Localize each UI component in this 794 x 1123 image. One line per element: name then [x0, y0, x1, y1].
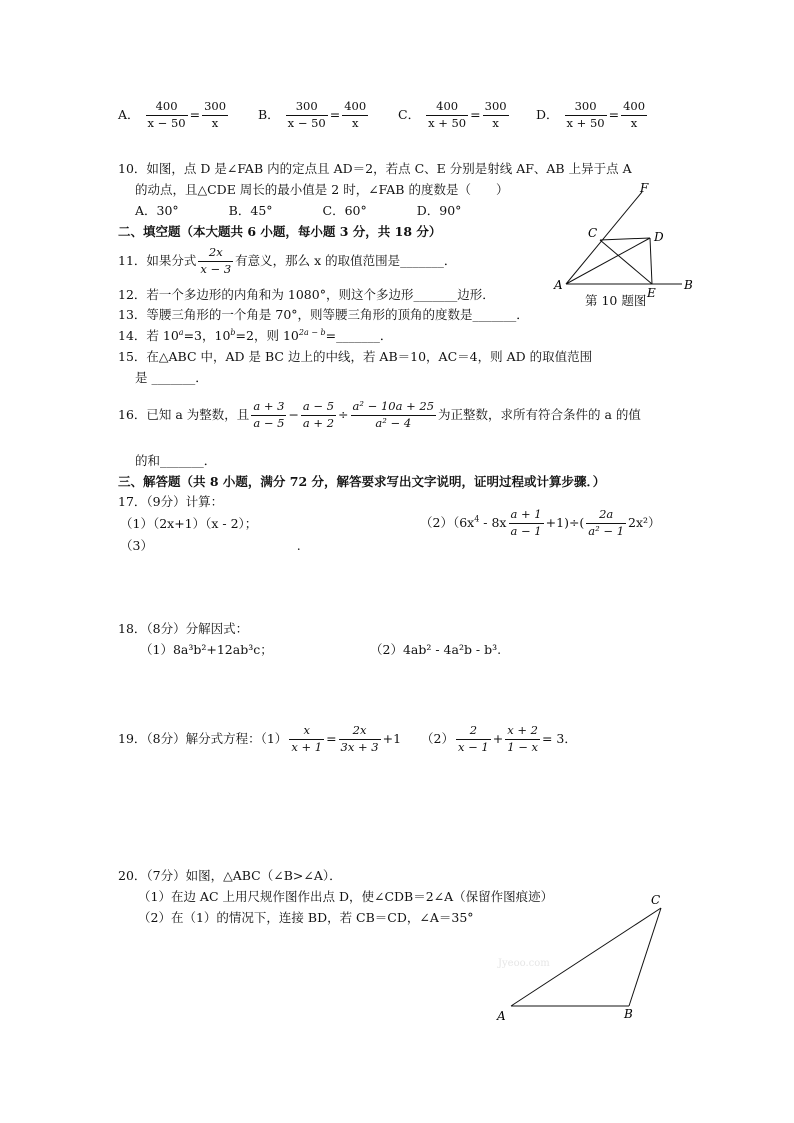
q20-triangle-figure	[495, 888, 675, 1028]
q18-part2: （2）4ab² - 4a²b - b³.	[370, 642, 502, 657]
label-a: A	[554, 278, 563, 292]
q10-line1: 10．如图，点 D 是∠FAB 内的定点且 AD＝2，若点 C、E 分别是射线 AF、AB 上异于点 A	[118, 161, 632, 176]
segment-de	[650, 238, 652, 284]
fraction: $\frac{a - 5}{a + 2}$	[302, 399, 335, 430]
q15-line1: 15．在△ABC 中，AD 是 BC 边上的中线，若 AB＝10，AC＝4，则 AD 的取值范围	[118, 349, 593, 364]
section3-heading: 三、解答题（共 8 小题，满分 72 分，解答要求写出文字说明，证明过程或计算步骤．）	[118, 474, 606, 489]
label-b: B	[624, 1007, 633, 1021]
fraction: $\frac{2a}{\text{a² − 1}}$	[588, 507, 625, 538]
q10-figure	[550, 180, 700, 300]
q10-figure-caption: 第 10 题图	[585, 293, 647, 308]
fraction: $\frac{300}{x}$	[484, 99, 507, 130]
fraction: $\frac{300}{x + 50}$	[566, 99, 605, 130]
fraction: $\frac{300}{x}$	[204, 99, 227, 130]
fraction: $\frac{2x}{x - 3}$	[200, 245, 232, 276]
q20-part1: （1）在边 AC 上用尺规作图作出点 D，使∠CDB＝2∠A（保留作图痕迹）	[138, 889, 554, 904]
fraction: $\frac{2}{x - 1}$	[458, 723, 489, 754]
fraction: $\frac{400}{x - 50}$	[147, 99, 186, 130]
q20-title: 20．（7分）如图，△ABC（∠B>∠A）．	[118, 868, 342, 883]
fraction: $\frac{300}{x - 50}$	[287, 99, 326, 130]
q9-option-c: C． $\frac{400}{x + 50}$ = $\frac{300}{x}$	[398, 99, 507, 130]
label-e: E	[647, 286, 656, 300]
fraction: $\frac{\text{a² − 10a + 25}}{\text{a² − 4}}$	[352, 399, 435, 430]
q15-line2: 是 _______．	[135, 370, 208, 385]
section2-heading: 二、填空题（本大题共 6 小题，每小题 3 分，共 18 分）	[118, 224, 442, 239]
q20-part2: （2）在（1）的情况下，连接 BD，若 CB＝CD，∠A＝35°	[138, 910, 474, 925]
q9-option-b: B． $\frac{300}{x - 50}$ = $\frac{400}{x}$	[258, 99, 367, 130]
fraction: $\frac{x + 2}{1 - x}$	[507, 723, 538, 754]
label-b: B	[684, 278, 693, 292]
q13: 13．等腰三角形的一个角是 70°，则等腰三角形的顶角的度数是_______．	[118, 307, 529, 322]
label-f: F	[640, 181, 649, 195]
q10-line2: 的动点，且△CDE 周长的最小值是 2 时，∠FAB 的度数是（ ）	[135, 182, 509, 197]
q17-title: 17．（9分）计算：	[118, 494, 224, 509]
fraction: $\frac{2x}{3x + 3}$	[340, 723, 379, 754]
label-a: A	[497, 1009, 506, 1023]
watermark: Jyeoo.com	[498, 958, 550, 969]
fraction: $\frac{400}{x}$	[623, 99, 646, 130]
q9-option-d: D． $\frac{300}{x + 50}$ = $\frac{400}{x}$	[536, 99, 646, 130]
fraction: $\frac{400}{x}$	[344, 99, 367, 130]
q17-part1: （1）（2x+1）（x - 2）；	[120, 516, 258, 531]
q17-part2: $(2)(6x^4 - 8x$ $\frac{a + 1}{a - 1}$ +1)÷( $\frac{2a}{\text{a² − 1}}$ 2x²）	[420, 507, 661, 538]
q16: 16．已知 a 为整数，且 $\frac{a + 3}{a - 5}$ − $\frac{a - 5}{a + 2}$ ÷ $\frac{\text{a² − 10a + 25}}{\text{a² − 4}}$ 为正整数，求所有符合条件的 a 的值	[118, 399, 641, 430]
fraction: $\frac{x}{x + 1}$	[291, 723, 323, 754]
q9-option-a: A． $\frac{400}{x - 50}$ = $\frac{300}{x}$	[118, 99, 227, 130]
side-bc	[629, 908, 661, 1006]
q17-part3: （3） .	[120, 538, 301, 553]
q18-title: 18．（8分）分解因式：	[118, 621, 249, 636]
q19: 19．（8分）解分式方程：（1） $\frac{x}{x + 1}$ = $\frac{2x}{3x + 3}$ +1 （2） $\frac{2}{x - 1}$ + $\frac{x + 2}{1 - x}$ = 3．	[118, 723, 577, 754]
label-d: D	[654, 230, 664, 244]
fraction: $\frac{a + 1}{a - 1}$	[510, 507, 542, 538]
fraction: $\frac{400}{x + 50}$	[428, 99, 467, 130]
q12: 12．若一个多边形的内角和为 1080°，则这个多边形_______边形．	[118, 287, 495, 302]
side-ac	[511, 908, 661, 1006]
label-c: C	[588, 226, 598, 240]
segment-cd	[600, 238, 650, 240]
q16-line2: 的和_______．	[135, 453, 217, 468]
segment-ce	[600, 240, 652, 284]
ray-af	[566, 192, 642, 284]
q18-part1: （1）8a³b²+12ab³c；	[140, 642, 273, 657]
q14: 14．若 $10^a=3$，$10^b=2$，则 $10^{2a - b}=\_\_\_\_\_\_\_$．	[118, 327, 393, 343]
fraction: $\frac{a + 3}{a - 5}$	[253, 399, 285, 430]
q11: 11．如果分式 $\frac{2x}{x - 3}$ 有意义，那么 x 的取值范围是_______．	[118, 245, 457, 276]
label-c: C	[651, 893, 661, 907]
q10-options: A．30° B．45° C．60° D．90°	[135, 203, 462, 218]
segment-ad	[566, 238, 650, 284]
